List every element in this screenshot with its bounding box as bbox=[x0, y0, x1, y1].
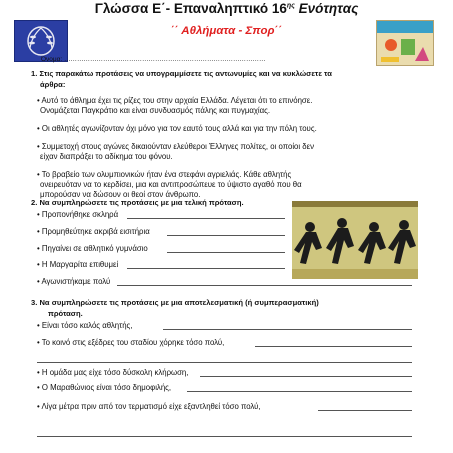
question-3-heading-line2: πρόταση. bbox=[48, 309, 83, 318]
answer-line-2-2[interactable] bbox=[167, 235, 285, 236]
answer-line-3-2b[interactable] bbox=[37, 362, 412, 363]
question-3-heading-line1: 3. Να συμπληρώσετε τις προτάσεις με μια αποτελεσματική (ή συμπερασματική) bbox=[31, 298, 319, 307]
answer-line-3-5b[interactable] bbox=[37, 436, 412, 437]
sentence-2-1: • Προπονήθηκε σκληρά bbox=[37, 210, 119, 219]
answer-line-3-2a[interactable] bbox=[255, 346, 412, 347]
sentence-3-5: • Λίγα μέτρα πριν από τον τερματισμό είχε εξαντληθεί τόσο πολύ, bbox=[37, 402, 261, 411]
sentence-3-1: • Είναι τόσο καλός αθλητής, bbox=[37, 321, 133, 330]
answer-line-2-1[interactable] bbox=[127, 218, 285, 219]
answer-line-2-3[interactable] bbox=[167, 252, 285, 253]
sentence-1-line1: • Αυτό το άθλημα έχει τις ρίζες του στην αρχαία Ελλάδα. Λέγεται ότι το επινόησε. bbox=[37, 96, 313, 105]
sentence-4-line2: ονειρευόταν να το κερδίσει, μια και αντιπροσώπευε το ύψιστο αγαθό που θα bbox=[40, 180, 302, 189]
sentence-2-line1: • Οι αθλητές αγωνίζονταν όχι μόνο για τον εαυτό τους αλλά και για την πόλη τους. bbox=[37, 124, 317, 133]
sentence-1-line2: Ονομάζεται Παγκράτιο και είναι συνδυασμός πάλης και πυγμαχίας. bbox=[40, 106, 271, 115]
answer-line-3-5a[interactable] bbox=[318, 410, 412, 411]
sentence-2-5: • Αγωνιστήκαμε πολύ bbox=[37, 277, 111, 286]
sentence-3-4: • Ο Μαραθώνιος είναι τόσο δημοφιλής, bbox=[37, 383, 172, 392]
title-tail: Ενότητας bbox=[294, 1, 359, 16]
sentence-3-line1: • Συμμετοχή στους αγώνες δικαιούνταν ελεύθεροι Έλληνες πολίτες, οι οποίοι δεν bbox=[37, 142, 315, 151]
textbook-cover-image bbox=[376, 20, 434, 66]
sentence-3-line2: είχαν διαπράξει το αδίκημα του φόνου. bbox=[40, 152, 173, 161]
title-superscript: ης bbox=[286, 2, 295, 10]
sentence-4-line3: μπορούσαν να δώσουν οι θεοί στον άνθρωπο. bbox=[40, 190, 201, 199]
question-2-heading: 2. Να συμπληρώσετε τις προτάσεις με μια τελική πρόταση. bbox=[31, 198, 244, 207]
answer-line-2-5[interactable] bbox=[117, 285, 412, 286]
sentence-2-2: • Προμηθεύτηκε ακριβά εισιτήρια bbox=[37, 227, 150, 236]
sentence-2-4: • Η Μαργαρίτα επιθυμεί bbox=[37, 260, 119, 269]
answer-line-3-4[interactable] bbox=[187, 391, 412, 392]
ancient-runners-image bbox=[292, 201, 418, 279]
sentence-3-2: • Το κοινό στις εξέδρες του σταδίου χόρηκε τόσο πολύ, bbox=[37, 338, 225, 347]
question-1-heading-line1: 1. Στις παρακάτω προτάσεις να υπογραμμίσετε τις αντωνυμίες και να κυκλώσετε τα bbox=[31, 69, 332, 78]
question-1-heading-line2: άρθρα: bbox=[40, 80, 66, 89]
answer-line-3-3[interactable] bbox=[200, 376, 412, 377]
sentence-3-3: • Η ομάδα μας είχε τόσο δύσκολη κλήρωση, bbox=[37, 368, 189, 377]
answer-line-2-4[interactable] bbox=[127, 268, 285, 269]
sentence-2-3: • Πηγαίνει σε αθλητικό γυμνάσιο bbox=[37, 244, 148, 253]
title-text: Γλώσσα Ε΄- Επαναληπτικό 16 bbox=[94, 1, 287, 16]
page-title bbox=[0, 1, 453, 16]
student-name-field[interactable]: Όνομα: ………………………………………………………………………………… bbox=[41, 56, 266, 63]
sentence-4-line1: • Το βραβείο των ολυμπιονικών ήταν ένα στεφάνι αγριελιάς. Κάθε αθλητής bbox=[37, 170, 292, 179]
answer-line-3-1[interactable] bbox=[163, 329, 412, 330]
lesson-theme-title: ΄΄ Αθλήματα - Σπορ΄΄ bbox=[170, 25, 283, 37]
